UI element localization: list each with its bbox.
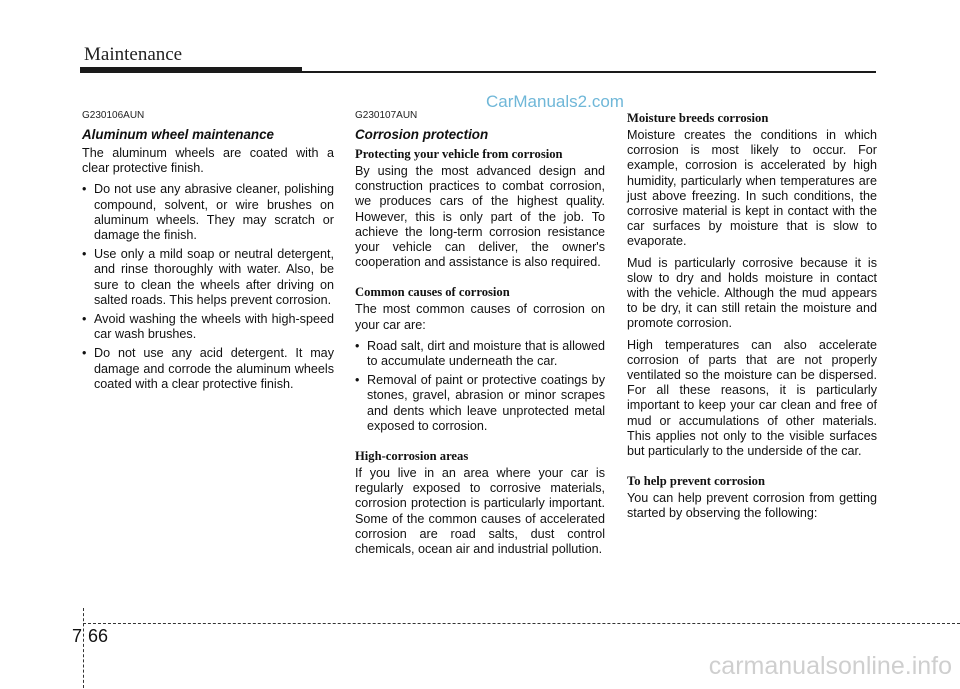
paragraph: You can help prevent corrosion from getting started by observing the following: xyxy=(627,491,877,521)
watermark-bottom: carmanualsonline.info xyxy=(708,652,952,680)
list-item: • Road salt, dirt and moisture that is allowed to accumulate underneath the car. xyxy=(355,339,605,369)
footer-horizontal-rule xyxy=(83,623,960,624)
section-number: 7 xyxy=(72,626,83,646)
subheading: To help prevent corrosion xyxy=(627,474,765,489)
list-item: • Do not use any abrasive cleaner, polishing compound, solvent, or wire brushes on aluminum wheels. They may scratch or damage the finish. xyxy=(82,182,334,243)
paragraph: High temperatures can also accelerate corrosion of parts that are not properly ventilated so the moisture can be dispersed. For all these reasons, it is particularly important to keep your car clean and free of mud or accumulations of other materials. This applies not only to the visible surfaces but particularly to the underside of the car. xyxy=(627,337,877,459)
paragraph: The most common causes of corrosion on your car are: xyxy=(355,302,605,332)
watermark-top: CarManuals2.com xyxy=(486,92,624,111)
header-rule-thin xyxy=(302,71,876,73)
paragraph: Moisture creates the conditions in which corrosion is most likely to occur. For example, corrosion is accelerated by high humidity, particularly when temperatures are just above freezing. In such conditions, the corrosive material is kept in contact with the car surfaces by moisture that is slow to evaporate. xyxy=(627,128,877,249)
subheading: High-corrosion areas xyxy=(355,449,469,464)
column-moisture xyxy=(627,110,877,528)
bullet-list xyxy=(355,339,605,434)
paragraph: Mud is particularly corrosive because it is slow to dry and holds moisture in contact with the vehicle. Although the mud appears to be dry, it can still retain the moisture and promote corrosion. xyxy=(627,255,877,331)
section-heading: Aluminum wheel maintenance xyxy=(82,127,274,142)
subheading: Protecting your vehicle from corrosion xyxy=(355,147,563,161)
subheading: Common causes of corrosion xyxy=(355,285,510,300)
list-item: • Use only a mild soap or neutral detergent, and rinse thoroughly with water. Also, be sure to clean the wheels after driving on salted roads. This helps prevent corrosion. xyxy=(82,247,334,308)
header-title: Maintenance xyxy=(84,44,183,65)
list-item: • Avoid washing the wheels with high-speed car wash brushes. xyxy=(82,312,334,342)
paragraph: The aluminum wheels are coated with a clear protective finish. xyxy=(82,146,334,176)
list-item: • Removal of paint or protective coatings by stones, gravel, abrasion or minor scrapes and dents which leave unprotected metal exposed to corrosion. xyxy=(355,373,605,434)
list-item: • Do not use any acid detergent. It may damage and corrode the aluminum wheels coated with a clear protective finish. xyxy=(82,346,334,392)
column-corrosion-protection xyxy=(355,110,605,563)
paragraph: If you live in an area where your car is regularly exposed to corrosive materials, corrosion protection is particularly important. Some of the common causes of accelerated corrosion are road salts, dust control chemicals, ocean air and industrial pollution. xyxy=(355,466,605,557)
page-number: 66 xyxy=(88,626,109,646)
section-code: G230106AUN xyxy=(82,110,145,121)
paragraph: By using the most advanced design and construction practices to combat corrosion, we produces cars of the highest quality. However, this is only part of the job. To achieve the long-term corrosion resistance your vehicle can deliver, the owner's cooperation and assistance is also required. xyxy=(355,164,605,270)
header-rule-thick xyxy=(80,67,302,73)
column-aluminum-wheel xyxy=(82,110,334,396)
section-heading: Corrosion protection xyxy=(355,127,489,142)
section-code: G230107AUN xyxy=(355,110,418,121)
subheading: Moisture breeds corrosion xyxy=(627,111,769,125)
footer-vertical-rule xyxy=(83,608,84,688)
bullet-list xyxy=(82,182,334,392)
